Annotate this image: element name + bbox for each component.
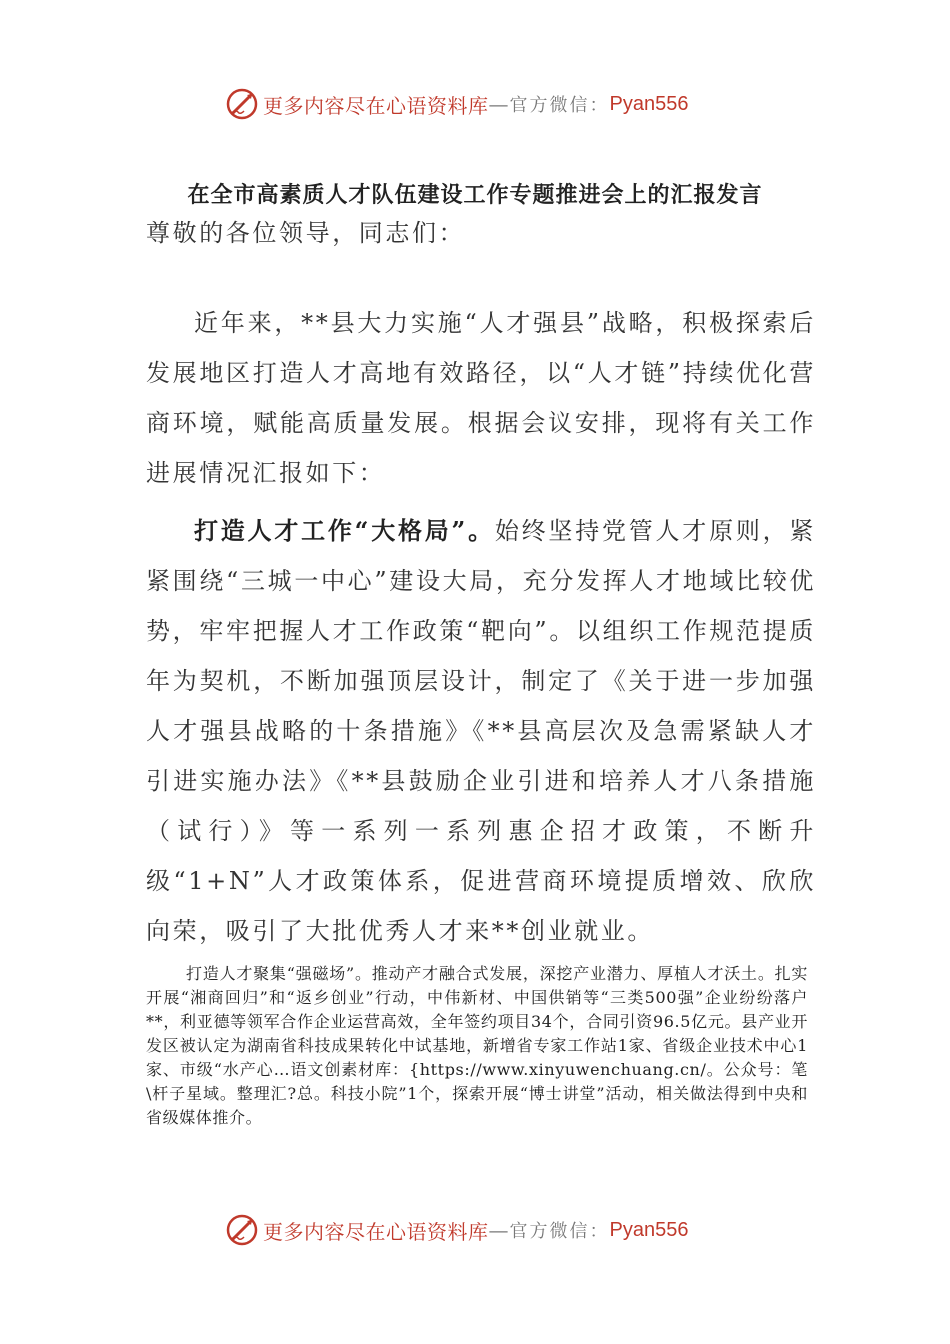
- paragraph-body: 始终坚持党管人才原则，紧紧围绕“三城一中心”建设大局，充分发挥人才地域比较优势，牢牢把握人才工作政策“靶向”。以组织工作规范提质年为契机，不断加强顶层设计，制定了《关于进一步加强人才强县战略的十条措施》《**县高层次及急需紧缺人才引进实施办法》《**县鼓励企业引进和培养人才八条措施（试行）》等一系列一系列惠企招才政策，不断升级“1+N”人才政策体系，促进营商环境提质增效、欣欣向荣，吸引了大批优秀人才来**创业就业。: [146, 517, 816, 945]
- banner-wechat-label: 官方微信：: [509, 1221, 610, 1242]
- banner-wechat-id: Pyan556: [609, 92, 689, 115]
- banner-wechat-id: Pyan556: [609, 1218, 689, 1241]
- header-banner: [225, 86, 688, 122]
- paragraph-talent-layout: [146, 506, 816, 956]
- pen-logo-icon: [225, 87, 259, 121]
- banner-dash: —: [488, 1218, 510, 1242]
- paragraph-talent-magnet: 打造人才聚集“强磁场”。推动产才融合式发展，深挖产业潜力、厚植人才沃土。扎实开展“湘商回归”和“返乡创业”行动，中伟新材、中国供销等“三类500强”企业纷纷落户**，利亚德等领军合作企业运营高效，全年签约项目34个，合同引资96.5亿元。县产业开发区被认定为湖南省科技成果转化中试基地，新增省专家工作站1家、省级企业技术中心1家、市级“水产心…语文创素材库：{https://www.xinyuwenchuang.cn/。公众号：笔\杆子星域。整理汇?总。科技小院”1个，探索开展“博士讲堂”活动，相关做法得到中央和省级媒体推介。: [146, 964, 808, 1127]
- banner-site-text: 更多内容尽在心语资料库: [263, 1219, 489, 1244]
- paragraph-lead-heading: 打造人才工作“大格局”。: [194, 516, 495, 545]
- footer-banner: [225, 1212, 688, 1248]
- pen-logo-icon: [225, 1213, 259, 1247]
- paragraph-intro: 近年来，**县大力实施“人才强县”战略，积极探索后发展地区打造人才高地有效路径，以“人才链”持续优化营商环境，赋能高质量发展。根据会议安排，现将有关工作进展情况汇报如下：: [146, 309, 816, 487]
- banner-dash: —: [488, 92, 510, 116]
- banner-wechat-label: 官方微信：: [509, 95, 610, 116]
- greeting: 尊敬的各位领导，同志们：: [146, 219, 466, 247]
- document-title: 在全市高素质人才队伍建设工作专题推进会上的汇报发言: [187, 183, 763, 208]
- banner-site-text: 更多内容尽在心语资料库: [263, 93, 489, 118]
